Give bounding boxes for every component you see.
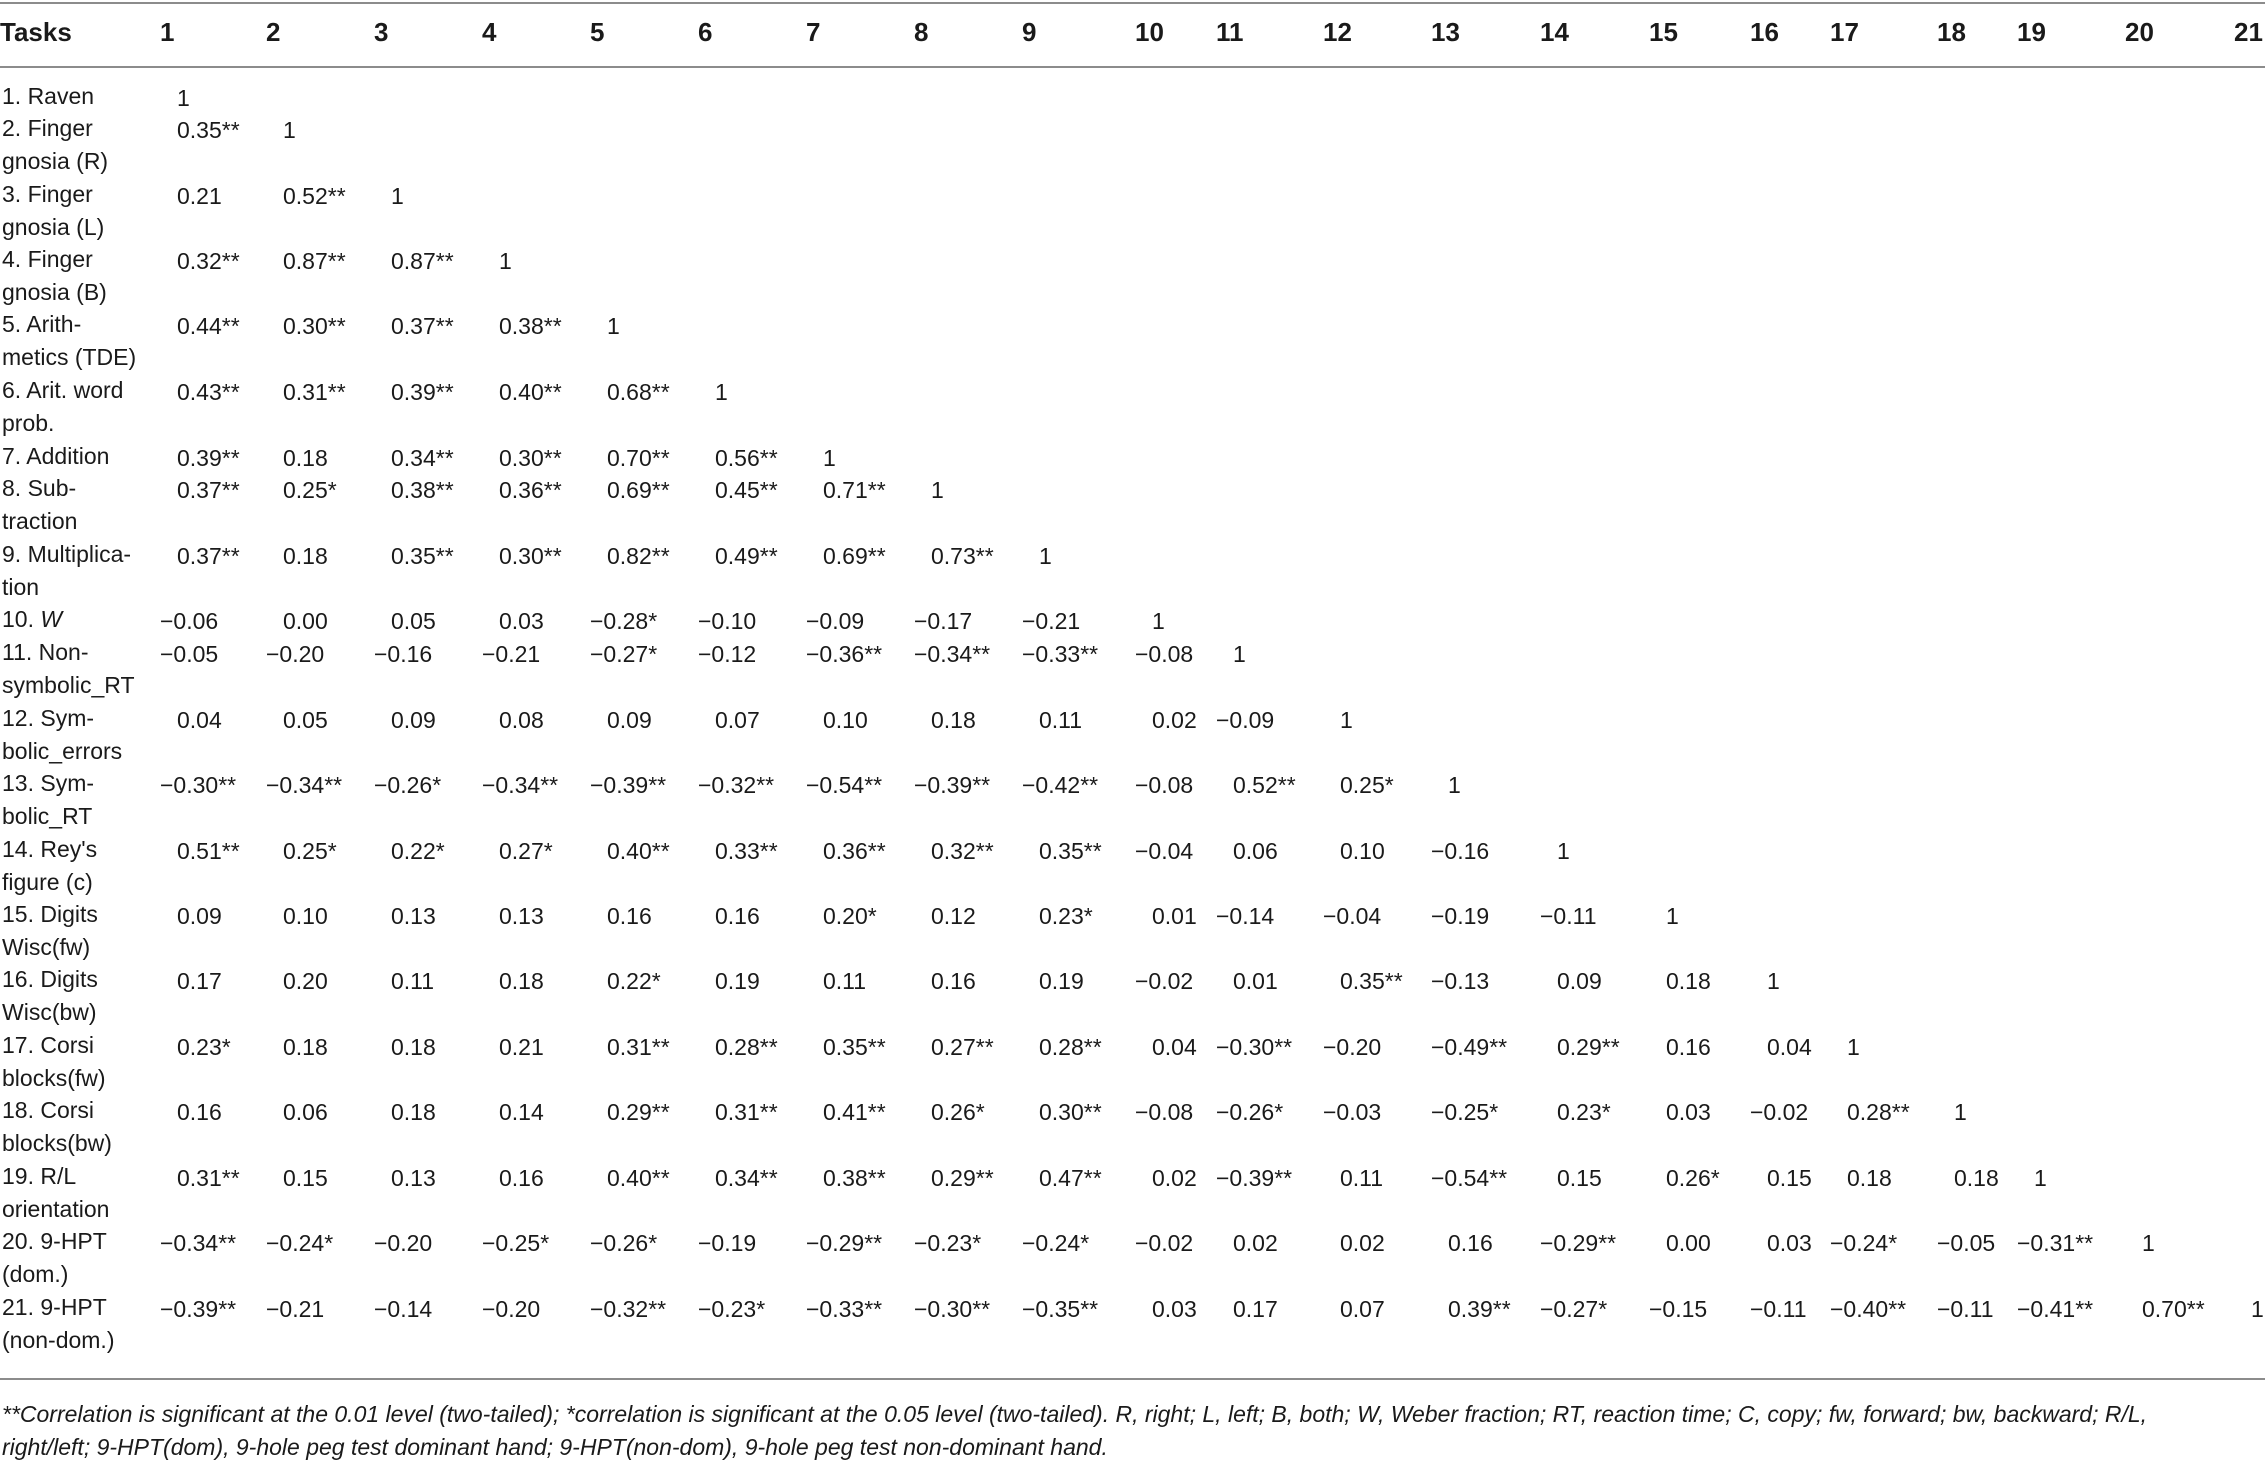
task-label: 4. Finger — [2, 246, 93, 272]
table-cell: 1 — [1767, 968, 1780, 994]
header-col: 4 — [482, 17, 497, 47]
table-cell: 0.11 — [1340, 1165, 1384, 1191]
table-cell: −0.34** — [482, 772, 559, 798]
table-cell: −0.26* — [590, 1230, 658, 1256]
table-cell: 0.51** — [177, 838, 240, 864]
task-label: gnosia (L) — [2, 214, 105, 240]
table-cell: −0.39** — [1216, 1165, 1293, 1191]
table-cell: 0.25* — [283, 477, 337, 503]
table-cell: −0.41** — [2017, 1296, 2094, 1322]
table-cell: 0.28** — [1039, 1034, 1102, 1060]
table-cell: −0.19 — [698, 1230, 757, 1256]
table-cell: −0.33** — [1022, 641, 1099, 667]
table-cell: −0.08 — [1135, 641, 1194, 667]
table-cell: −0.31** — [2017, 1230, 2094, 1256]
table-cell: −0.29** — [1540, 1230, 1617, 1256]
table-cell: −0.28* — [590, 608, 658, 634]
header-col: 8 — [914, 17, 929, 47]
table-cell: 0.23* — [177, 1034, 231, 1060]
table-cell: 0.38** — [499, 313, 562, 339]
table-cell: −0.21 — [482, 641, 541, 667]
header-col: 9 — [1022, 17, 1037, 47]
task-label: 5. Arith- — [2, 311, 82, 337]
table-cell: −0.02 — [1135, 1230, 1194, 1256]
table-cell: −0.20 — [482, 1296, 541, 1322]
table-cell: 0.28** — [1847, 1099, 1910, 1125]
table-cell: 0.09 — [1557, 968, 1602, 994]
table-footnote — [2, 1398, 2257, 1464]
table-cell: −0.49** — [1431, 1034, 1508, 1060]
table-cell: −0.20 — [374, 1230, 433, 1256]
table-cell: 0.13 — [391, 1165, 436, 1191]
task-label: figure (c) — [2, 869, 93, 895]
table-cell: 0.26* — [1666, 1165, 1720, 1191]
table-cell: 1 — [283, 117, 296, 143]
table-cell: 0.11 — [823, 968, 867, 994]
table-cell: 0.38** — [391, 477, 454, 503]
table-cell: 0.18 — [499, 968, 544, 994]
table-cell: −0.08 — [1135, 772, 1194, 798]
task-label: Wisc(bw) — [2, 999, 97, 1025]
table-cell: 1 — [2034, 1165, 2047, 1191]
table-cell: 0.34** — [715, 1165, 778, 1191]
task-label: 14. Rey's — [2, 836, 98, 862]
header-col: 7 — [806, 17, 821, 47]
table-cell: 0.29** — [931, 1165, 994, 1191]
table-cell: 0.06 — [1233, 838, 1278, 864]
table-cell: 0.49** — [715, 543, 778, 569]
header-col: 14 — [1540, 17, 1569, 47]
table-cell: 0.33** — [715, 838, 778, 864]
header-col: 2 — [266, 17, 281, 47]
task-label: 13. Sym- — [2, 770, 95, 796]
table-cell: 1 — [177, 85, 190, 111]
table-cell: 0.18 — [1847, 1165, 1892, 1191]
table-cell: 0.07 — [1340, 1296, 1385, 1322]
table-cell: 0.19 — [1039, 968, 1084, 994]
table-cell: 0.29** — [607, 1099, 670, 1125]
table-cell: 1 — [1152, 608, 1165, 634]
table-cell: −0.42** — [1022, 772, 1099, 798]
task-label: (dom.) — [2, 1261, 69, 1287]
table-cell: 0.17 — [1233, 1296, 1278, 1322]
task-label: 8. Sub- — [2, 475, 77, 501]
table-cell: 0.16 — [931, 968, 976, 994]
header-col: 21 — [2234, 17, 2263, 47]
table-cell: −0.14 — [374, 1296, 433, 1322]
table-cell: 0.15 — [1767, 1165, 1812, 1191]
table-cell: −0.11 — [1540, 903, 1597, 929]
table-cell: 0.35** — [391, 543, 454, 569]
table-cell: 0.19 — [715, 968, 760, 994]
table-cell: −0.25* — [1431, 1099, 1499, 1125]
table-cell: 0.36** — [499, 477, 562, 503]
table-cell: 0.02 — [1152, 707, 1197, 733]
table-cell: 0.68** — [607, 379, 670, 405]
table-cell: 0.37** — [177, 543, 240, 569]
table-cell: −0.24* — [1022, 1230, 1090, 1256]
table-header-rule — [0, 66, 2265, 68]
table-cell: 0.69** — [823, 543, 886, 569]
table-cell: 0.25* — [283, 838, 337, 864]
table-cell: 0.29** — [1557, 1034, 1620, 1060]
table-cell: 0.31** — [177, 1165, 240, 1191]
table-cell: 0.35** — [823, 1034, 886, 1060]
task-label: 12. Sym- — [2, 705, 95, 731]
table-cell: 1 — [715, 379, 728, 405]
task-label: bolic_RT — [2, 803, 93, 829]
table-cell: −0.15 — [1649, 1296, 1708, 1322]
table-cell: 0.09 — [607, 707, 652, 733]
task-label: 19. R/L — [2, 1163, 77, 1189]
table-cell: 1 — [1954, 1099, 1967, 1125]
table-cell: 0.11 — [1039, 707, 1083, 733]
table-cell: 0.18 — [391, 1034, 436, 1060]
task-label: orientation — [2, 1196, 110, 1222]
table-cell: 0.25* — [1340, 772, 1394, 798]
table-cell: 0.52** — [1233, 772, 1296, 798]
table-cell: 0.18 — [283, 543, 328, 569]
table-cell: −0.30** — [914, 1296, 991, 1322]
table-cell: 0.39** — [177, 445, 240, 471]
table-cell: 0.43** — [177, 379, 240, 405]
table-cell: −0.32** — [590, 1296, 667, 1322]
task-label: blocks(bw) — [2, 1130, 112, 1156]
table-cell: 0.14 — [499, 1099, 544, 1125]
table-cell: 0.73** — [931, 543, 994, 569]
table-cell: −0.19 — [1431, 903, 1490, 929]
table-cell: 0.00 — [283, 608, 328, 634]
table-cell: 0.37** — [177, 477, 240, 503]
task-label: symbolic_RT — [2, 672, 135, 698]
table-cell: 0.20 — [283, 968, 328, 994]
table-cell: 0.44** — [177, 313, 240, 339]
table-cell: 0.20* — [823, 903, 877, 929]
table-cell: 0.16 — [177, 1099, 222, 1125]
table-cell: 0.05 — [283, 707, 328, 733]
table-cell: −0.54** — [1431, 1165, 1508, 1191]
table-cell: 1 — [823, 445, 836, 471]
task-label: 21. 9-HPT — [2, 1294, 107, 1320]
table-cell: 0.39** — [1448, 1296, 1511, 1322]
table-cell: 0.69** — [607, 477, 670, 503]
table-cell: −0.04 — [1135, 838, 1194, 864]
table-cell: 0.21 — [499, 1034, 544, 1060]
table-cell: 0.16 — [499, 1165, 544, 1191]
table-cell: 0.18 — [1954, 1165, 1999, 1191]
table-cell: 0.32** — [177, 248, 240, 274]
table-cell: 0.32** — [931, 838, 994, 864]
table-cell: 0.02 — [1233, 1230, 1278, 1256]
table-cell: 0.37** — [391, 313, 454, 339]
table-cell: 0.82** — [607, 543, 670, 569]
header-col: 16 — [1750, 17, 1779, 47]
table-cell: 1 — [1666, 903, 1679, 929]
table-cell: 0.12 — [931, 903, 976, 929]
table-cell: 0.15 — [283, 1165, 328, 1191]
table-cell: 0.04 — [177, 707, 222, 733]
header-col: 10 — [1135, 17, 1164, 47]
task-label: gnosia (R) — [2, 148, 109, 174]
header-col: 3 — [374, 17, 389, 47]
table-cell: −0.33** — [806, 1296, 883, 1322]
table-cell: 0.22* — [607, 968, 661, 994]
table-cell: −0.02 — [1750, 1099, 1809, 1125]
table-cell: 0.34** — [391, 445, 454, 471]
table-cell: 0.35** — [177, 117, 240, 143]
header-col: 13 — [1431, 17, 1460, 47]
table-cell: −0.14 — [1216, 903, 1275, 929]
table-cell: 0.10 — [1340, 838, 1385, 864]
header-col: 5 — [590, 17, 605, 47]
table-cell: −0.54** — [806, 772, 883, 798]
table-cell: 1 — [1039, 543, 1052, 569]
table-cell: −0.08 — [1135, 1099, 1194, 1125]
table-cell: −0.24* — [1830, 1230, 1898, 1256]
task-label: 11. Non- — [2, 639, 89, 665]
table-cell: −0.23* — [914, 1230, 982, 1256]
task-label: 10. W — [2, 606, 63, 632]
table-cell: 0.06 — [283, 1099, 328, 1125]
task-label: blocks(fw) — [2, 1065, 106, 1091]
task-label: 15. Digits — [2, 901, 98, 927]
table-cell: 0.27* — [499, 838, 553, 864]
table-cell: 0.87** — [391, 248, 454, 274]
table-cell: 0.11 — [391, 968, 435, 994]
table-top-rule — [0, 2, 2265, 4]
task-label: 3. Finger — [2, 181, 93, 207]
table-cell: 0.87** — [283, 248, 346, 274]
table-cell: 1 — [2251, 1296, 2264, 1322]
table-cell: 0.10 — [283, 903, 328, 929]
table-cell: 0.05 — [391, 608, 436, 634]
table-cell: 0.30** — [499, 543, 562, 569]
task-label: 2. Finger — [2, 115, 93, 141]
table-cell: 0.39** — [391, 379, 454, 405]
table-cell: 0.08 — [499, 707, 544, 733]
table-cell: −0.02 — [1135, 968, 1194, 994]
table-cell: −0.23* — [698, 1296, 766, 1322]
table-cell: −0.12 — [698, 641, 757, 667]
table-cell: 0.36** — [823, 838, 886, 864]
header-col: 20 — [2125, 17, 2154, 47]
header-col: 6 — [698, 17, 713, 47]
header-col: 12 — [1323, 17, 1352, 47]
table-cell: 0.18 — [283, 445, 328, 471]
table-cell: 0.16 — [607, 903, 652, 929]
table-cell: 0.03 — [1152, 1296, 1197, 1322]
table-cell: 0.70** — [2142, 1296, 2205, 1322]
table-cell: −0.20 — [266, 641, 325, 667]
table-cell: −0.13 — [1431, 968, 1490, 994]
table-cell: −0.29** — [806, 1230, 883, 1256]
table-cell: 0.02 — [1152, 1165, 1197, 1191]
table-cell: −0.05 — [160, 641, 219, 667]
table-cell: 1 — [1557, 838, 1570, 864]
footnote-line: right/left; 9-HPT(dom), 9-hole peg test dominant hand; 9-HPT(non-dom), 9-hole peg test non-dominant hand. — [2, 1434, 1108, 1460]
table-cell: 0.01 — [1152, 903, 1197, 929]
task-label: Wisc(fw) — [2, 934, 91, 960]
table-cell: −0.27* — [1540, 1296, 1608, 1322]
table-cell: −0.21 — [1022, 608, 1081, 634]
table-cell: 0.18 — [283, 1034, 328, 1060]
table-bottom-rule — [0, 1378, 2265, 1380]
header-col: 19 — [2017, 17, 2046, 47]
task-label: 18. Corsi — [2, 1097, 95, 1123]
table-cell: −0.32** — [698, 772, 775, 798]
table-cell: 0.09 — [391, 707, 436, 733]
table-cell: −0.09 — [1216, 707, 1275, 733]
table-cell: 0.30** — [283, 313, 346, 339]
table-cell: 0.31** — [607, 1034, 670, 1060]
table-cell: −0.11 — [1750, 1296, 1807, 1322]
table-cell: 1 — [1340, 707, 1353, 733]
table-cell: 0.16 — [1666, 1034, 1711, 1060]
table-cell: −0.27* — [590, 641, 658, 667]
task-label: 6. Arit. word — [2, 377, 124, 403]
task-label: 16. Digits — [2, 966, 98, 992]
table-cell: −0.26* — [374, 772, 442, 798]
table-cell: 0.56** — [715, 445, 778, 471]
table-cell: 0.16 — [1448, 1230, 1493, 1256]
table-cell: 0.30** — [499, 445, 562, 471]
table-cell: 0.35** — [1340, 968, 1403, 994]
table-cell: 0.40** — [607, 838, 670, 864]
header-col: 11 — [1216, 17, 1244, 47]
task-label: (non-dom.) — [2, 1327, 115, 1353]
table-cell: −0.30** — [160, 772, 237, 798]
table-cell: 0.10 — [823, 707, 868, 733]
task-label: 7. Addition — [2, 443, 110, 469]
table-cell: 0.71** — [823, 477, 886, 503]
header-col: 18 — [1937, 17, 1966, 47]
table-cell: −0.24* — [266, 1230, 334, 1256]
table-cell: 1 — [1847, 1034, 1860, 1060]
table-cell: 0.38** — [823, 1165, 886, 1191]
table-cell: 1 — [607, 313, 620, 339]
table-cell: 0.18 — [931, 707, 976, 733]
table-cell: −0.35** — [1022, 1296, 1099, 1322]
table-cell: 1 — [1448, 772, 1461, 798]
table-cell: −0.16 — [1431, 838, 1490, 864]
table-cell: 1 — [2142, 1230, 2155, 1256]
table-cell: −0.04 — [1323, 903, 1382, 929]
table-cell: 0.26* — [931, 1099, 985, 1125]
table-cell: −0.39** — [160, 1296, 237, 1322]
table-cell: 0.40** — [499, 379, 562, 405]
table-cell: 0.22* — [391, 838, 445, 864]
table-cell: 0.30** — [1039, 1099, 1102, 1125]
table-cell: 0.00 — [1666, 1230, 1711, 1256]
table-cell: −0.05 — [1937, 1230, 1996, 1256]
task-label: 9. Multiplica- — [2, 541, 132, 567]
table-cell: 0.45** — [715, 477, 778, 503]
table-cell: −0.39** — [914, 772, 991, 798]
table-cell: 0.18 — [391, 1099, 436, 1125]
table-cell: 0.28** — [715, 1034, 778, 1060]
table-cell: 0.02 — [1340, 1230, 1385, 1256]
table-cell: −0.21 — [266, 1296, 325, 1322]
table-cell: 0.31** — [283, 379, 346, 405]
table-cell: 0.23* — [1039, 903, 1093, 929]
table-cell: 1 — [931, 477, 944, 503]
table-cell: −0.34** — [160, 1230, 237, 1256]
table-cell: 0.70** — [607, 445, 670, 471]
table-cell: −0.30** — [1216, 1034, 1293, 1060]
table-cell: 0.03 — [1767, 1230, 1812, 1256]
task-label: 1. Raven — [2, 83, 95, 109]
table-cell: 0.47** — [1039, 1165, 1102, 1191]
table-cell: 0.04 — [1767, 1034, 1812, 1060]
task-label: prob. — [2, 410, 55, 436]
table-cell: 0.03 — [1666, 1099, 1711, 1125]
table-cell: 0.07 — [715, 707, 760, 733]
table-cell: 1 — [499, 248, 512, 274]
task-label: 17. Corsi — [2, 1032, 95, 1058]
task-label: 20. 9-HPT — [2, 1228, 107, 1254]
table-cell: −0.06 — [160, 608, 219, 634]
table-cell: −0.10 — [698, 608, 757, 634]
table-cell: 0.40** — [607, 1165, 670, 1191]
table-cell: 0.17 — [177, 968, 222, 994]
table-cell: 0.04 — [1152, 1034, 1197, 1060]
table-cell: −0.11 — [1937, 1296, 1994, 1322]
table-cell: 0.16 — [715, 903, 760, 929]
table-cell: 1 — [391, 183, 404, 209]
table-cell: 0.03 — [499, 608, 544, 634]
table-cell: 0.15 — [1557, 1165, 1602, 1191]
table-cell: 1 — [1233, 641, 1246, 667]
table-cell: 0.13 — [391, 903, 436, 929]
task-label: traction — [2, 508, 78, 534]
table-cell: 0.21 — [177, 183, 222, 209]
table-cell: 0.23* — [1557, 1099, 1611, 1125]
table-cell: −0.39** — [590, 772, 667, 798]
header-tasks: Tasks — [0, 17, 72, 47]
table-cell: 0.09 — [177, 903, 222, 929]
table-cell: −0.40** — [1830, 1296, 1907, 1322]
task-label: metics (TDE) — [2, 344, 137, 370]
footnote-line: **Correlation is significant at the 0.01 level (two-tailed); *correlation is significant at the 0.05 level (two-tailed). R, right; L, left; B, both; W, Weber fraction; RT, reaction time; C, copy; fw, forward; bw, backward; R/L, — [2, 1401, 2148, 1427]
task-label: tion — [2, 574, 40, 600]
table-cell: −0.03 — [1323, 1099, 1382, 1125]
header-col: 1 — [160, 17, 175, 47]
task-label: gnosia (B) — [2, 279, 107, 305]
table-cell: 0.01 — [1233, 968, 1278, 994]
header-col: 15 — [1649, 17, 1678, 47]
table-cell: 0.18 — [1666, 968, 1711, 994]
table-cell: −0.26* — [1216, 1099, 1284, 1125]
table-cell: −0.20 — [1323, 1034, 1382, 1060]
table-cell: 0.27** — [931, 1034, 994, 1060]
table-cell: −0.34** — [266, 772, 343, 798]
table-cell: −0.36** — [806, 641, 883, 667]
table-cell: 0.31** — [715, 1099, 778, 1125]
table-cell: −0.17 — [914, 608, 973, 634]
table-cell: −0.25* — [482, 1230, 550, 1256]
table-cell: 0.41** — [823, 1099, 886, 1125]
header-col: 17 — [1830, 17, 1859, 47]
table-cell: −0.16 — [374, 641, 433, 667]
table-cell: −0.09 — [806, 608, 865, 634]
task-label: bolic_errors — [2, 738, 123, 764]
table-cell: 0.13 — [499, 903, 544, 929]
table-cell: 0.35** — [1039, 838, 1102, 864]
table-cell: −0.34** — [914, 641, 991, 667]
table-cell: 0.52** — [283, 183, 346, 209]
